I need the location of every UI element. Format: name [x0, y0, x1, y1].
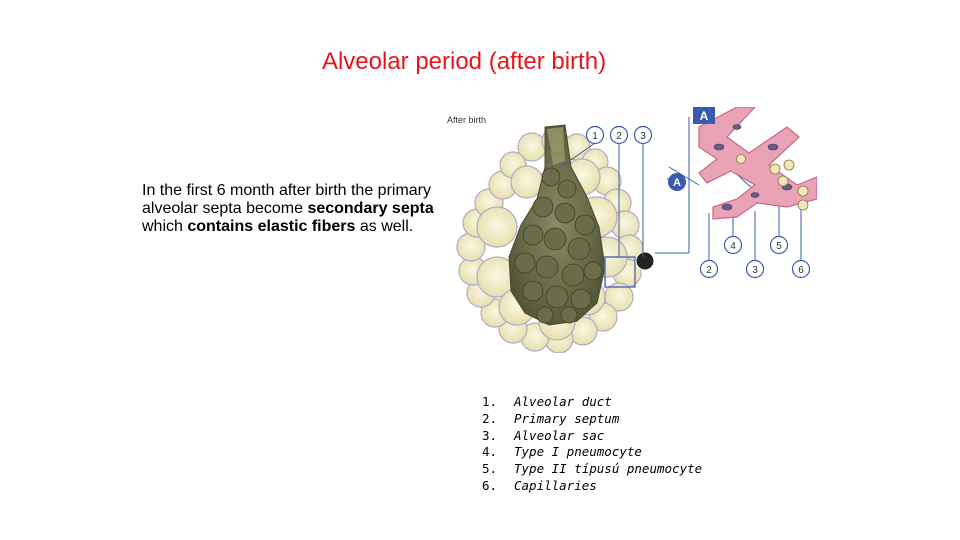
callout-number: 4 — [730, 241, 736, 252]
body-text-part: as well. — [355, 218, 414, 235]
legend-item — [482, 461, 702, 478]
alveolar-illustration-svg — [437, 107, 817, 353]
callout-badge — [771, 237, 788, 254]
callout-badge — [793, 261, 810, 278]
body-text — [142, 182, 442, 236]
callout-number: 1 — [592, 131, 598, 142]
callout-badge — [635, 127, 652, 144]
callout-badge — [587, 127, 604, 144]
septum-detail — [699, 107, 817, 219]
figure-caption: After birth — [447, 115, 487, 125]
legend-item-label: Capillaries — [514, 477, 597, 493]
legend-item-number: 2. — [482, 410, 498, 426]
legend-item-label: Type I pneumocyte — [514, 444, 642, 460]
legend-item — [482, 478, 702, 495]
callout-number: 3 — [640, 131, 646, 142]
callout-number: 2 — [706, 265, 712, 276]
body-text-part: which — [142, 218, 188, 235]
legend-item-label: Alveolar sac — [514, 427, 605, 443]
legend-item — [482, 394, 702, 411]
callout-badge — [611, 127, 628, 144]
body-text-bold: secondary septa — [307, 200, 434, 217]
callout-number: 2 — [616, 131, 622, 142]
callout-badge — [725, 237, 742, 254]
legend-item-number: 6. — [482, 477, 498, 493]
callout-badge — [701, 261, 718, 278]
legend-item-label: Primary septum — [514, 410, 620, 426]
pointer-letter: A — [673, 177, 681, 189]
legend-item-number: 5. — [482, 461, 498, 477]
legend-item-number: 4. — [482, 444, 498, 460]
pointer-letter-badge — [668, 173, 686, 191]
legend-item-label: Alveolar duct — [514, 394, 612, 409]
callout-number: 5 — [776, 241, 782, 252]
legend-item — [482, 428, 702, 445]
legend-item — [482, 411, 702, 428]
panel-letter: A — [699, 109, 709, 123]
panel-letter-badge — [693, 107, 715, 124]
legend-list — [482, 394, 702, 495]
callout-number: 6 — [798, 265, 804, 276]
body-text-part: In the first 6 month after birth the primary alveolar septa become — [142, 182, 432, 217]
zoom-detail — [636, 252, 654, 270]
body-text-bold: contains elastic fibers — [187, 218, 356, 235]
legend-item-number: 3. — [482, 427, 498, 443]
legend-item-number: 1. — [482, 394, 498, 409]
slide-title: Alveolar period (after birth) — [321, 48, 607, 75]
callout-number: 3 — [752, 265, 758, 276]
legend-item — [482, 444, 702, 461]
alveolar-illustration — [437, 107, 817, 353]
callout-badge — [747, 261, 764, 278]
legend-item-label: Type II típusú pneumocyte — [514, 461, 703, 477]
